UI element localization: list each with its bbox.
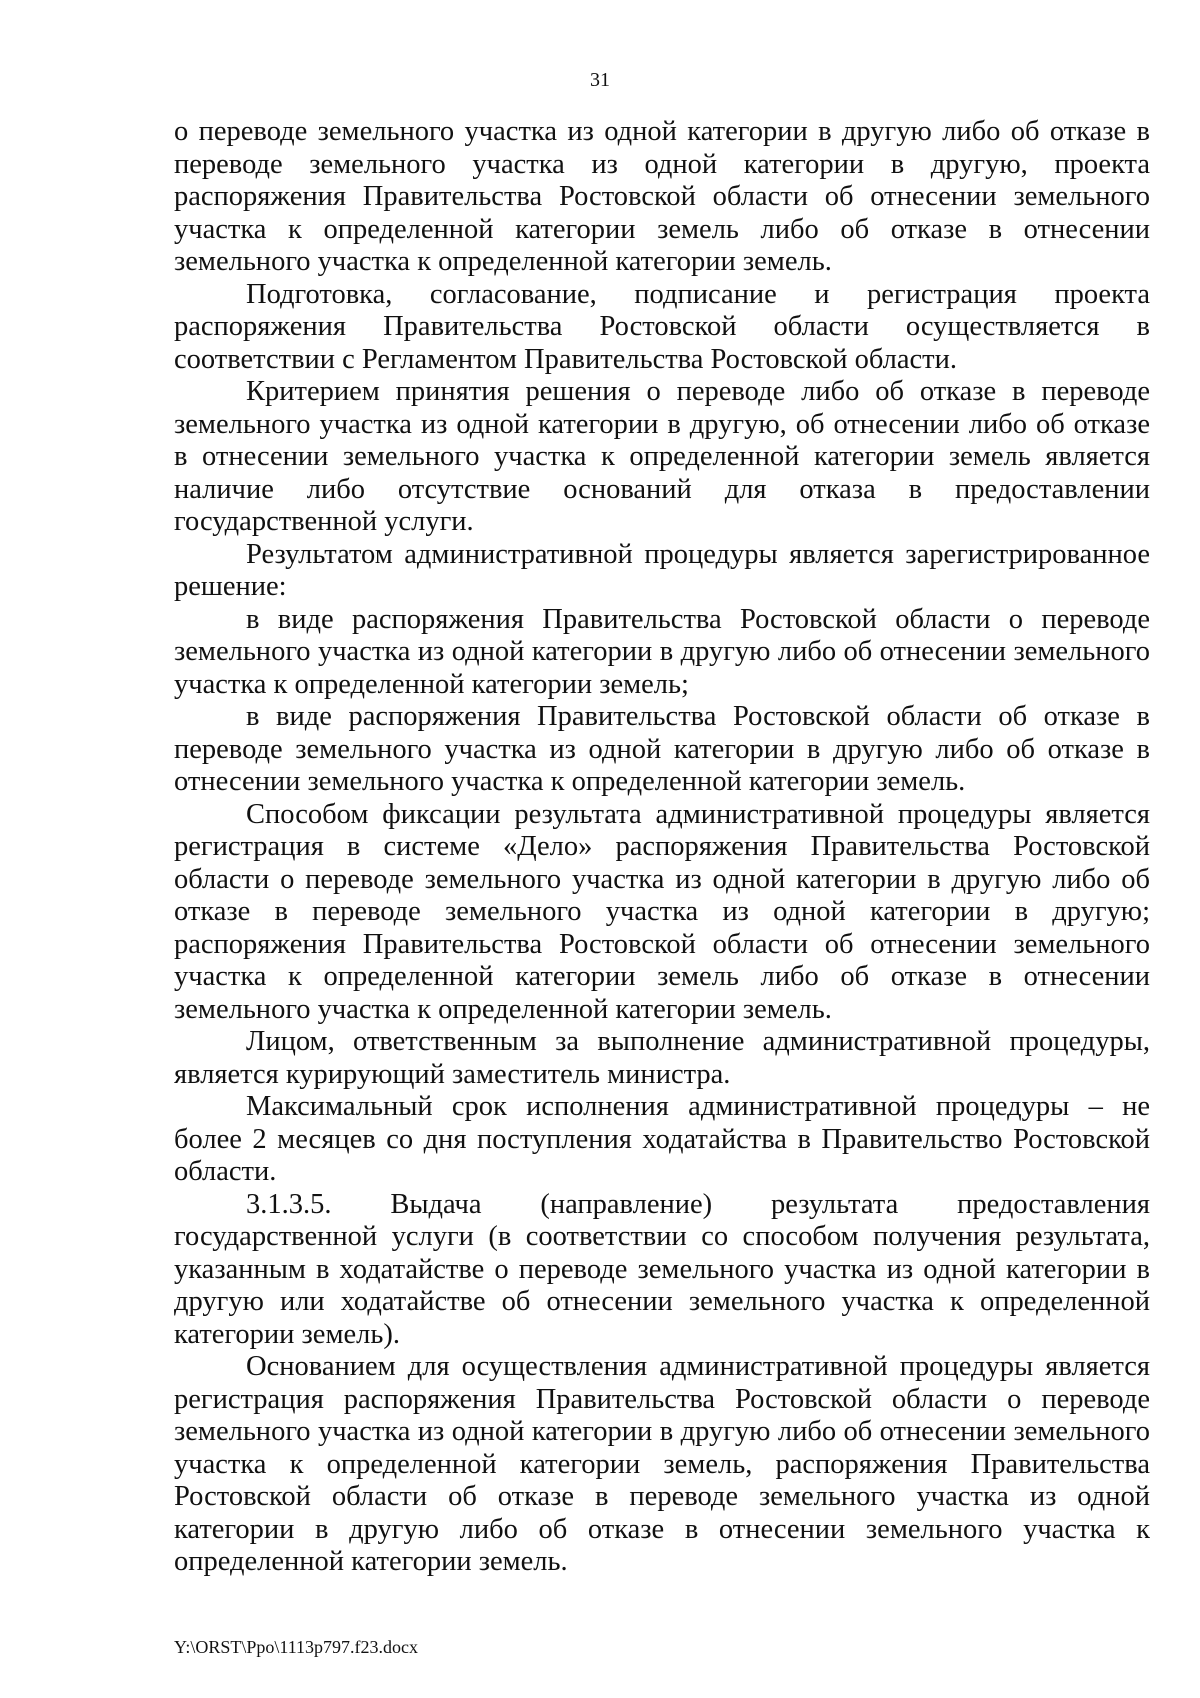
paragraph: Основанием для осуществления административной процедуры является регистрация распоряжения Правительства Ростовской области о переводе земельного участка из одной категории в другую либо об отнесении земельного участка к определенной категории земель, распоряжения Правительства Ростовской области об отказе в переводе земельного участка из одной категории в другую либо об отказе в отнесении земельного участка к определенной категории земель.: [174, 1351, 1150, 1577]
paragraph: Максимальный срок исполнения административной процедуры – не более 2 месяцев со дня поступления ходатайства в Правительство Ростовской области.: [174, 1091, 1150, 1187]
paragraph: о переводе земельного участка из одной категории в другую либо об отказе в переводе земельного участка из одной категории в другую, проекта распоряжения Правительства Ростовской области об отнесении земельного участка к определенной категории земель либо об отказе в отнесении земельного участка к определенной категории земель.: [174, 116, 1150, 277]
page-number: 31: [590, 69, 610, 91]
paragraph: в виде распоряжения Правительства Ростовской области об отказе в переводе земельного участка из одной категории в другую либо об отказе в отнесении земельного участка к определенной категории земель.: [174, 701, 1150, 797]
paragraph: Критерием принятия решения о переводе либо об отказе в переводе земельного участка из одной категории в другую, об отнесении либо об отказе в отнесении земельного участка к определенной категории земель является наличие либо отсутствие оснований для отказа в предоставлении государственной услуги.: [174, 376, 1150, 537]
document-body: [174, 116, 1150, 1579]
paragraph: Подготовка, согласование, подписание и регистрация проекта распоряжения Правительства Ростовской области осуществляется в соответствии с Регламентом Правительства Ростовской области.: [174, 278, 1150, 375]
paragraph: в виде распоряжения Правительства Ростовской области о переводе земельного участка из одной категории в другую либо об отнесении земельного участка к определенной категории земель;: [174, 603, 1150, 700]
paragraph: Результатом административной процедуры является зарегистрированное решение:: [174, 538, 1150, 602]
footer-file-path: Y:\ORST\Ppo\1113p797.f23.docx: [174, 1637, 419, 1657]
paragraph: 3.1.3.5. Выдача (направление) результата предоставления государственной услуги (в соответствии со способом получения результата, указанным в ходатайстве о переводе земельного участка из одной категории в другую или ходатайстве об отнесении земельного участка к определенной категории земель).: [174, 1188, 1150, 1350]
paragraph: Лицом, ответственным за выполнение административной процедуры, является курирующий заместитель министра.: [174, 1026, 1150, 1090]
paragraph: Способом фиксации результата административной процедуры является регистрация в системе «Дело» распоряжения Правительства Ростовской области о переводе земельного участка из одной категории в другую либо об отказе в переводе земельного участка из одной категории в другую; распоряжения Правительства Ростовской области об отнесении земельного участка к определенной категории земель либо об отказе в отнесении земельного участка к определенной категории земель.: [174, 798, 1150, 1025]
